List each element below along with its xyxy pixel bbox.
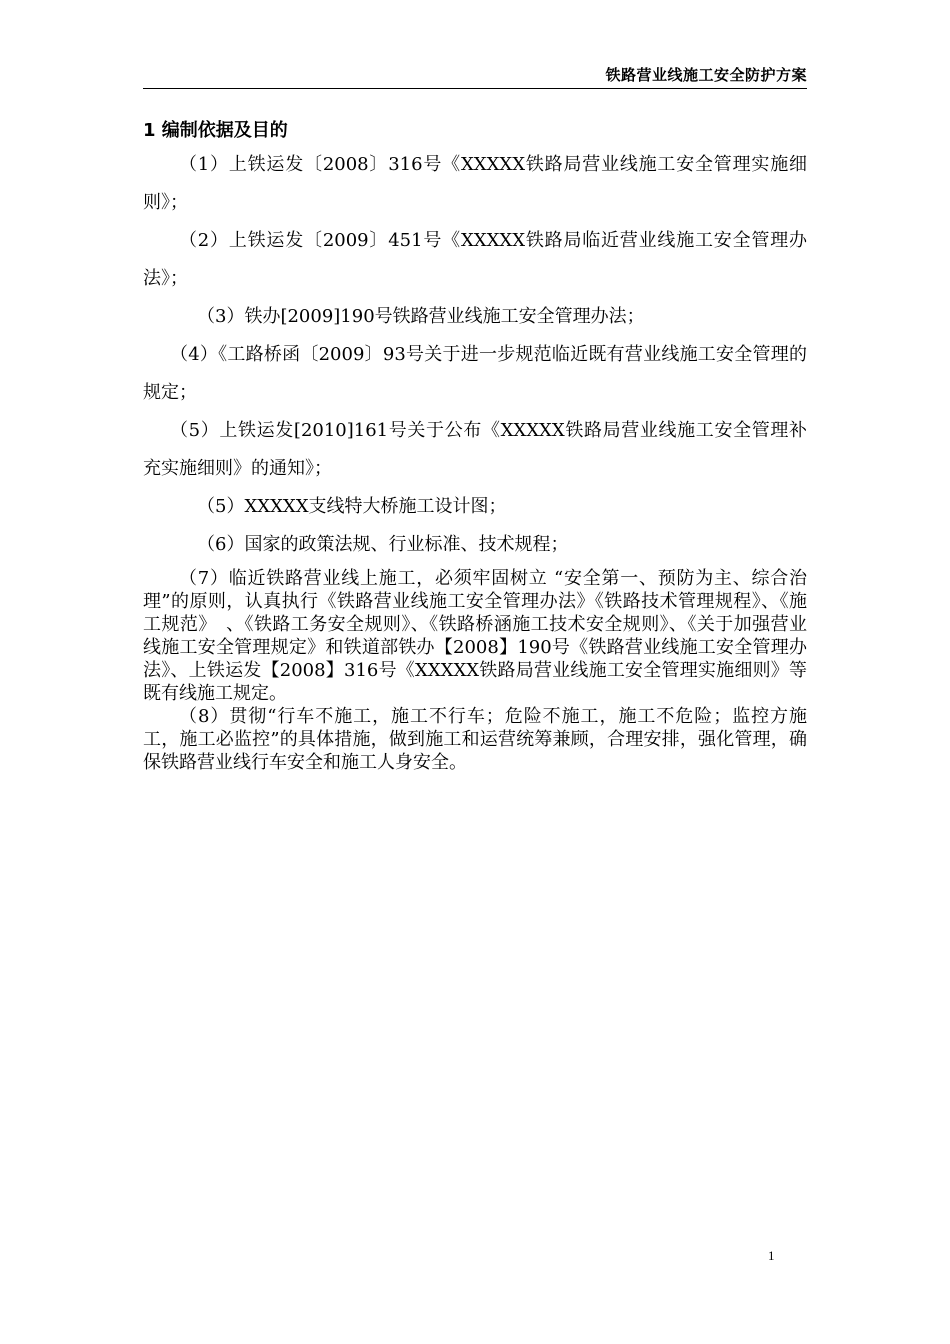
paragraph-2: （2）上铁运发〔2009〕451号《XXXXX铁路局临近营业线施工安全管理办法》； — [143, 230, 807, 289]
page-number: 1 — [768, 1248, 775, 1263]
page-header — [143, 64, 807, 89]
section-heading: 1 编制依据及目的 — [143, 120, 288, 141]
paragraph-9: （8）贯彻“行车不施工，施工不行车；危险不施工，施工不危险；监控方施工，施工必监控”的具体措施，做到施工和运营统筹兼顾，合理安排，强化管理，确保铁路营业线行车安全和施工人身安全。 — [143, 706, 807, 773]
paragraph-1: （1）上铁运发〔2008〕316号《XXXXX铁路局营业线施工安全管理实施细则》； — [143, 154, 807, 213]
paragraph-6: （5）XXXXX支线特大桥施工设计图； — [197, 496, 507, 517]
paragraph-8: （7）临近铁路营业线上施工，必须牢固树立 “安全第一、预防为主、综合治理”的原则，认真执行《铁路营业线施工安全管理办法》《铁路技术管理规程》、《施工规范》 、《铁路工务安全规则》、《铁路桥涵施工技术安全规则》、《关于加强营业线施工安全管理规定》和铁道部铁办【2008】190号《铁路营业线施工安全管理办法》、上铁运发【2008】316号《XXXXX铁路局营业线施工安全管理实施细则》等既有线施工规定。 — [143, 568, 807, 704]
document-body — [143, 118, 807, 774]
paragraph-3: （3）铁办[2009]190号铁路营业线施工安全管理办法； — [197, 306, 645, 327]
paragraph-4: （4）《工路桥函〔2009〕93号关于进一步规范临近既有营业线施工安全管理的规定； — [143, 344, 807, 403]
paragraph-5: （5）上铁运发[2010]161号关于公布《XXXXX铁路局营业线施工安全管理补充实施细则》的通知》； — [143, 420, 807, 479]
paragraph-7: （6）国家的政策法规、行业标准、技术规程； — [197, 534, 569, 555]
header-title: 铁路营业线施工安全防护方案 — [605, 66, 807, 84]
